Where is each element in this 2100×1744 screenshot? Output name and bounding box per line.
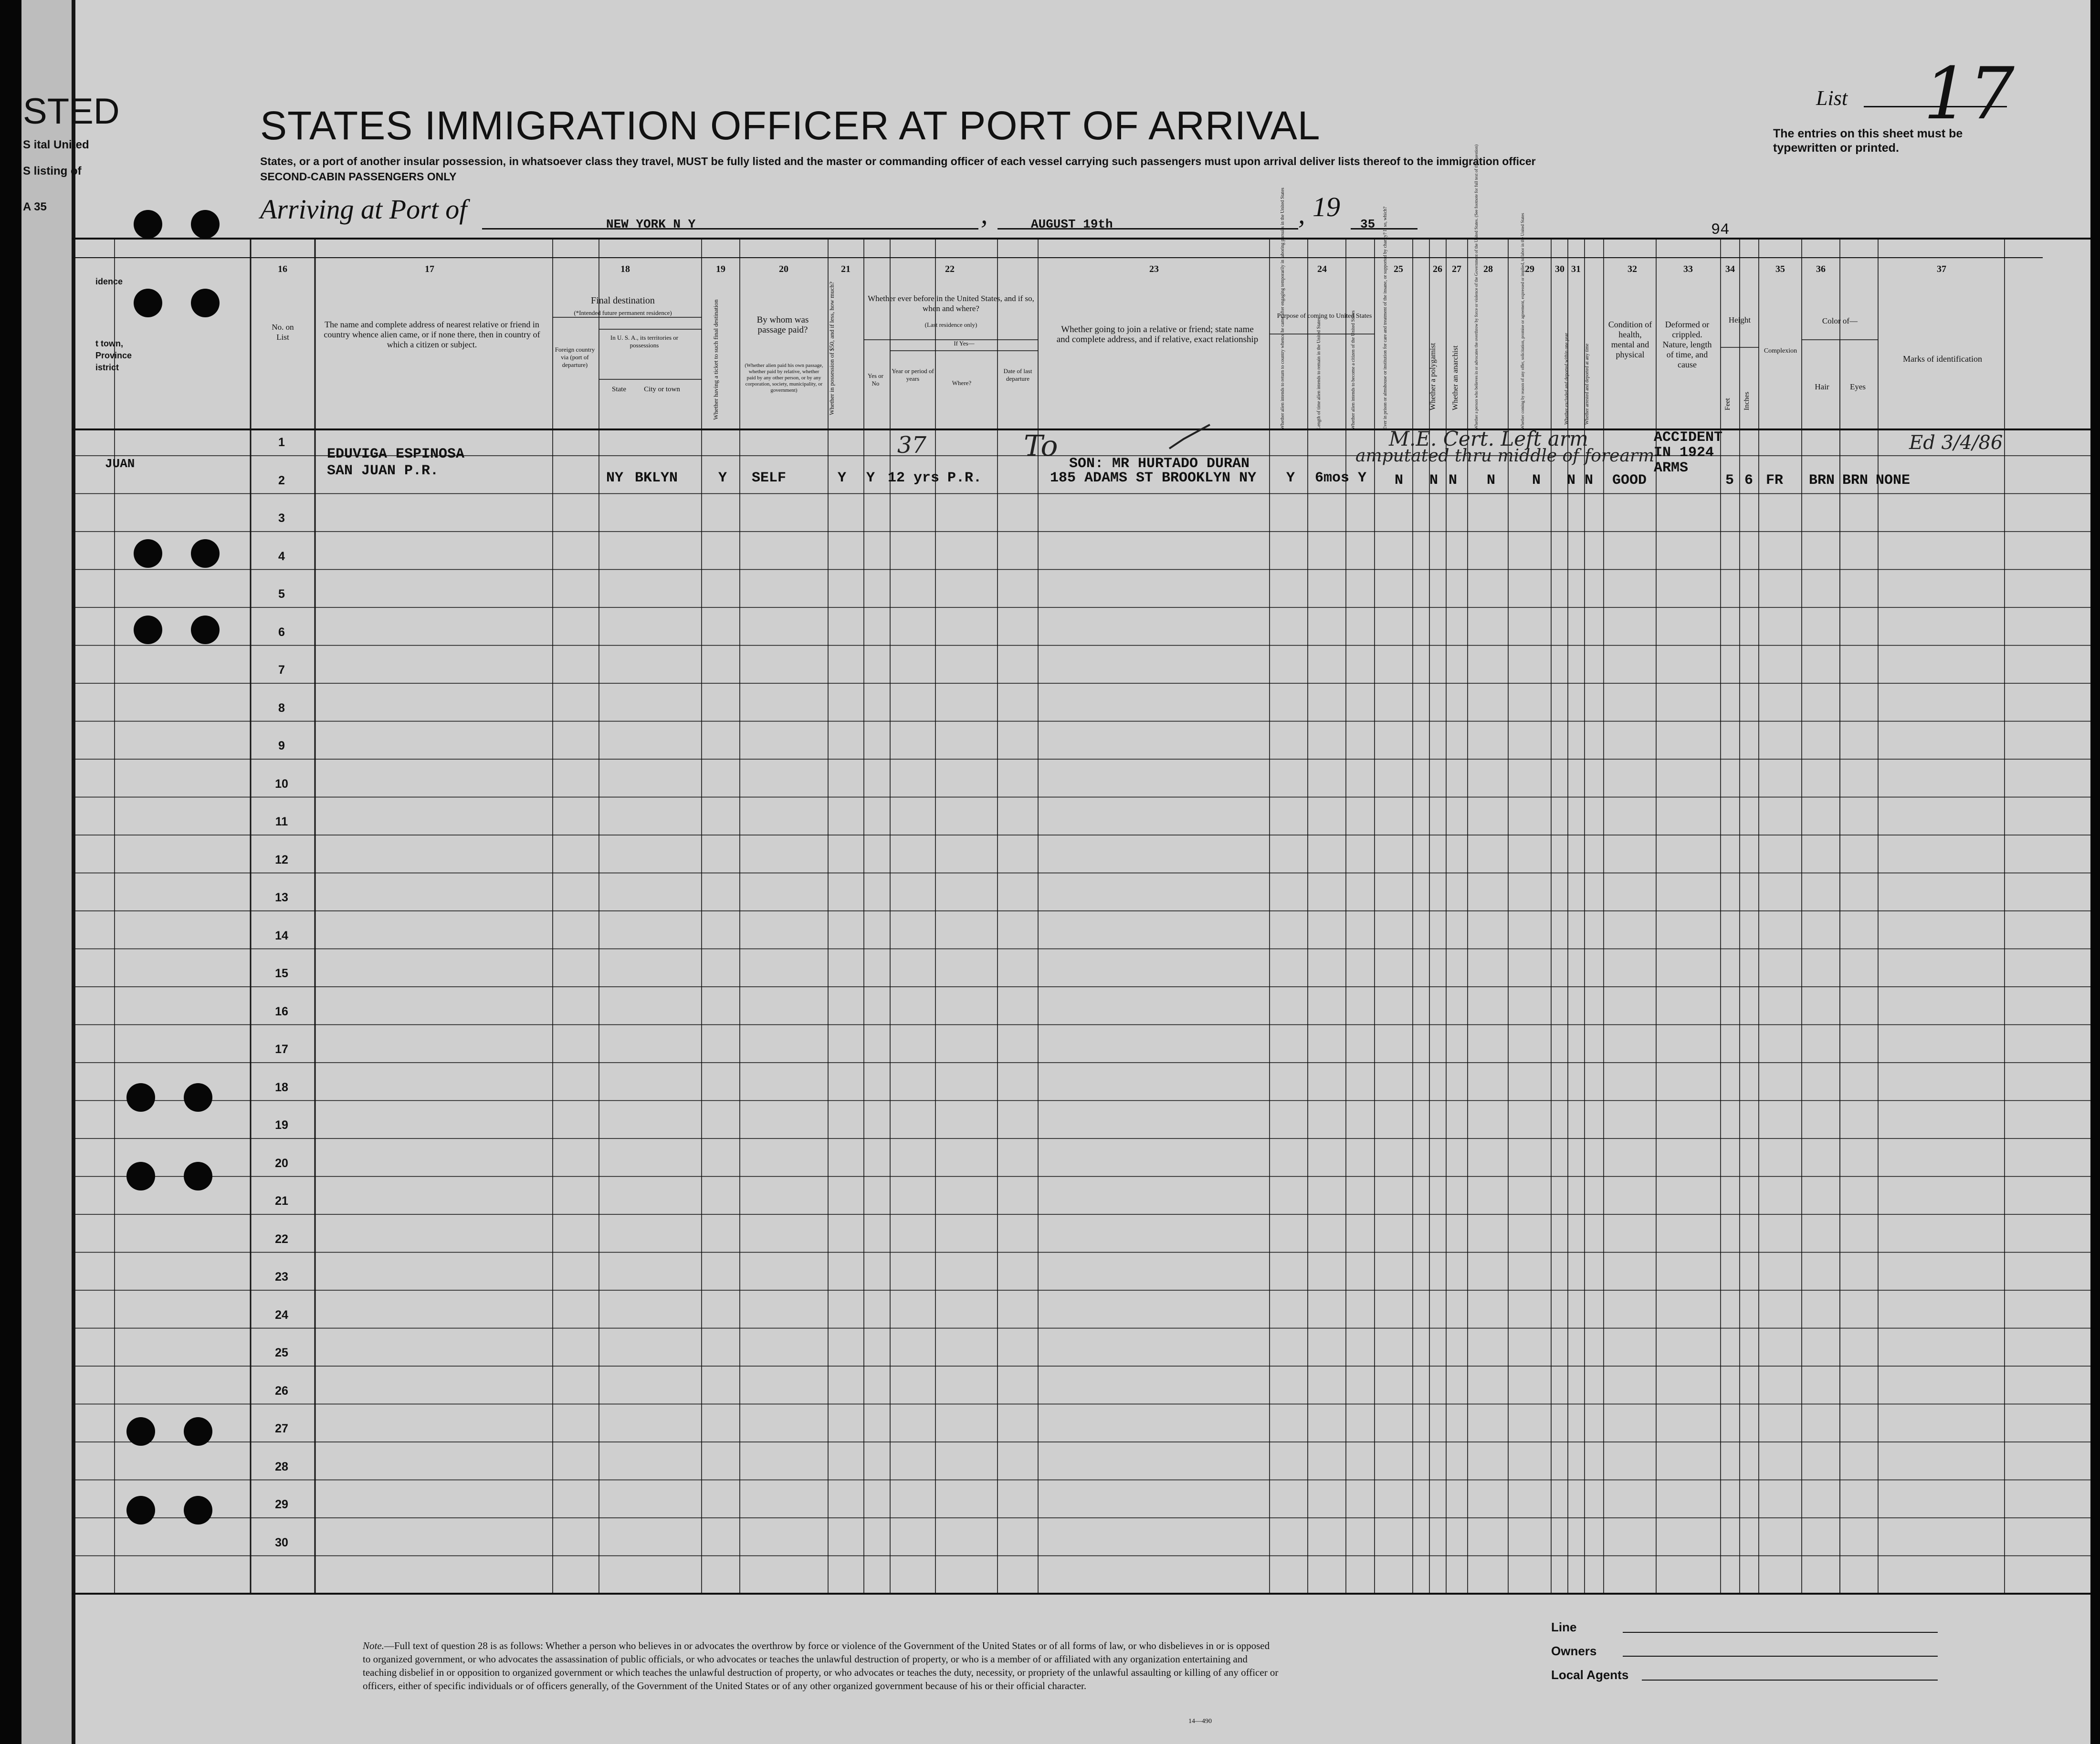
ticket: Y [718,470,727,486]
row-number: 2 [278,473,285,487]
header-c34-feet: Feet [1724,398,1732,410]
page-title: STATES IMMIGRATION OFFICER AT PORT OF ARRIVAL [260,103,1321,148]
header-c36-eyes: Eyes [1849,382,1866,391]
port-label: Arriving at Port of [260,194,467,225]
header-c20-title: By whom was passage paid? [756,315,809,335]
column-number: 31 [1571,264,1581,274]
fragment-colhdr-1: idence [95,277,123,286]
row-number: 19 [275,1118,288,1132]
column-number: 34 [1725,264,1735,274]
row-number: 23 [275,1270,288,1284]
row-number: 14 [275,929,288,942]
header-c22-where: Where? [952,379,972,386]
column-number: 36 [1816,264,1826,274]
header-c37: Marks of identification [1903,354,1982,364]
punch-hole [126,1083,155,1112]
length-of-stay: 6mos [1315,470,1350,486]
owners-label: Owners [1551,1644,1597,1658]
agents-label: Local Agents [1551,1668,1629,1682]
punch-hole [184,1162,212,1191]
header-c24-title: Purpose of coming to United States [1277,313,1372,320]
date-value: AUGUST 19th [1031,217,1113,231]
health-condition: GOOD [1612,472,1647,489]
hair-color: BRN [1809,472,1835,489]
year-suffix: 35 [1360,217,1376,231]
deported: N [1585,472,1594,489]
handwritten-years: 37 [897,432,927,459]
eye-color: BRN [1842,472,1869,489]
punch-hole [191,616,220,644]
column-number: 22 [945,264,955,274]
punch-hole [184,1496,212,1525]
header-c18-sub: (*Intended future permanent residence) [574,309,672,316]
punch-hole [191,539,220,568]
column-number: 35 [1775,264,1785,274]
row-number: 17 [275,1043,288,1056]
column-number: 17 [425,264,434,274]
row-number: 18 [275,1080,288,1094]
column-number: 32 [1628,264,1637,274]
where-in-us: P.R. [947,470,982,486]
column-number: 19 [716,264,725,274]
excluded: N [1567,472,1576,489]
column-number: 30 [1555,264,1564,274]
relative-name: EDUVIGA ESPINOSA [327,446,465,462]
join-relative-2: 185 ADAMS ST BROOKLYN NY [1050,470,1257,486]
deformed-line-2: IN 1924 [1654,445,1714,461]
header-c18-usa: In U. S. A., its territories or possessions [610,334,679,349]
row-number: 30 [275,1535,288,1549]
column-number: 26 [1433,264,1442,274]
column-number: 16 [278,264,287,274]
fragment-colhdr-3: Province [95,351,132,360]
header-c29: Whether coming by reason of any offer, solicitation, promise or agreement, expressed or implied, to labor in the United States [1520,213,1525,429]
dest-state: NY [606,470,624,486]
column-number: 28 [1483,264,1493,274]
port-comma: , [981,198,988,230]
header-c18-title: Final destination [591,295,655,306]
header-c22-sub: (Last residence only) [924,321,977,328]
header-c22-year: Year or period of years [892,367,934,382]
years-in-us: 12 yrs [888,470,940,486]
row-number: 28 [275,1460,288,1473]
line-label: Line [1551,1620,1577,1634]
row-number: 25 [275,1346,288,1359]
header-c22-date: Date of last departure [1003,367,1032,382]
header-c33: Deformed or crippled. Nature, length of time, and cause [1662,320,1712,369]
row-number: 12 [275,853,288,867]
list-note: The entries on this sheet must be typewritten or printed. [1773,127,1963,155]
header-c26: Whether a polygamist [1429,343,1437,410]
owners-signature-line [1623,1656,1938,1657]
handwritten-annotation-1: M.E. Cert. Left arm [1389,427,1588,450]
column-number: 25 [1394,264,1403,274]
before-in-us: Y [866,470,875,486]
punch-hole [191,289,220,317]
header-c36-hair: Hair [1815,382,1829,391]
header-c28: Whether a person who believes in or advocates the overthrow by force or violence of the Government of the United States. (See footnote for full text of this question) [1474,144,1479,429]
subtitle-1: States, or a port of another insular possession, in whatsoever class they travel, MUST be fully listed and the master or commanding officer of each vessel carrying such passengers must upon arrival deliver lists thereof to the immigration officer [260,155,1536,167]
header-c32: Condition of health, mental and physical [1608,320,1652,359]
handwritten-annotation-2: amputated thru middle of forearm [1355,446,1655,466]
header-c25: Ever in prison or almshouse or institution for care and treatment of the insane, or supported by charity? If so, which? [1383,206,1388,429]
header-c24-a: Whether alien intends to return to country whence he came after engaging temporarily in laboring pursuits in the United States [1280,188,1285,429]
row-number: 3 [278,512,285,525]
footnote [363,1639,1279,1692]
year-comma: , [1298,198,1305,230]
overthrow: N [1487,472,1496,489]
header-c34-title: Height [1728,315,1751,324]
list-label: List [1816,86,1848,110]
row-number: 13 [275,891,288,904]
column-number: 21 [841,264,850,274]
height-inches: 6 [1744,472,1754,489]
row-number: 27 [275,1422,288,1435]
subtitle-2: SECOND-CABIN PASSENGERS ONLY [260,170,457,183]
header-c19: Whether having a ticket to such final destination [712,299,719,420]
handwritten-marks: Ed 3/4/86 [1909,432,2003,454]
punch-hole [134,616,162,644]
row-number: 9 [278,739,285,752]
row-number: 21 [275,1194,288,1208]
row-number: 24 [275,1308,288,1322]
join-relative-1: SON: MR HURTADO DURAN [1069,456,1250,472]
header-c27: Whether an anarchist [1451,345,1460,410]
punch-hole [191,210,220,239]
fragment-colhdr-2: t town, [95,339,123,348]
header-c23: Whether going to join a relative or friend; state name and complete address, and if relative, exact relationship [1056,324,1259,345]
header-c16: No. on List [272,323,294,342]
punch-hole [126,1496,155,1525]
fragment-line-3: S listing of [23,165,82,178]
deformed-line-1: ACCIDENT [1654,429,1723,446]
header-c18-city: City or town [644,386,680,393]
has-50: Y [838,470,847,486]
fragment-line-2: S ital United [23,138,89,151]
header-c24-b: Length of time alien intends to remain in the United States [1316,317,1322,429]
complexion: FR [1766,472,1784,489]
punch-hole [126,1162,155,1191]
fragment-colhdr-4: istrict [95,363,119,372]
header-c22-title: Whether ever before in the United States, and if so, when and where? [868,294,1034,313]
row-number: 5 [278,587,285,601]
dest-city: BKLYN [635,470,678,486]
row-number: 6 [278,625,285,639]
fragment-line-4: A 35 [23,200,47,213]
identification-marks: NONE [1876,472,1911,489]
intends-citizen: Y [1358,470,1367,486]
column-number: 37 [1937,264,1946,274]
page-reference: 94 [1711,221,1730,239]
header-c21: Whether in possession of $50, and if less, how much? [828,282,835,415]
column-number: 29 [1525,264,1534,274]
polygamist: N [1429,472,1438,489]
column-number: 24 [1317,264,1327,274]
line-signature-line [1623,1632,1938,1633]
footnote-label: Note. [363,1640,384,1651]
list-number: 17 [1923,52,2015,136]
row-number: 7 [278,663,285,677]
header-c30: Whether excluded and deported within one year [1564,333,1569,425]
agents-signature-line [1642,1680,1938,1681]
header-c20-sub: (Whether alien paid his own passage, whether paid by relative, whether paid by any other person, or by any corporation, society, municipality, or government) [745,363,823,393]
row-number: 16 [275,1004,288,1018]
column-number: 33 [1683,264,1693,274]
punch-hole [134,210,162,239]
row-number: 1 [278,436,285,449]
row-number: 20 [275,1156,288,1170]
punch-hole [184,1083,212,1112]
header-c22-yesno: Yes or No [868,372,883,387]
row-number: 26 [275,1384,288,1398]
year-prefix: 19 [1312,191,1340,222]
handwritten-check-mark [1165,420,1222,458]
prison: N [1395,472,1404,489]
header-c17: The name and complete address of nearest relative or friend in country whence alien came, or if none there, then in country of which a citizen or subject. [324,320,540,349]
deformed-line-3: ARMS [1654,460,1689,476]
header-c31: Whether arrested and deported at any time [1585,344,1590,425]
column-number: 23 [1149,264,1159,274]
punch-hole [184,1417,212,1446]
form-number: 14—490 [1188,1718,1212,1725]
anarchist: N [1449,472,1458,489]
fragment-row1-value: JUAN [105,457,135,471]
relative-address: SAN JUAN P.R. [327,463,439,479]
header-c18-state: State [612,386,626,393]
intends-return: Y [1286,470,1295,486]
row-number: 29 [275,1498,288,1511]
header-c36-title: Color of— [1822,316,1858,325]
header-c18-foreign: Foreign country via (port of departure) [555,346,595,368]
header-c24-c: Whether alien intends to become a citizen of the United States [1351,310,1356,429]
contract-labor: N [1532,472,1541,489]
row-number: 11 [275,815,288,828]
port-value: NEW YORK N Y [606,217,696,231]
column-number: 27 [1452,264,1461,274]
header-c35: Complexion [1764,347,1797,355]
row-number: 4 [278,549,285,563]
header-c22-ifyes: If Yes— [954,340,975,347]
punch-hole [126,1417,155,1446]
handwritten-to: To [1024,429,1058,463]
row-number: 8 [278,701,285,715]
passage-paid: SELF [752,470,787,486]
height-feet: 5 [1725,472,1734,489]
row-number: 10 [275,777,288,791]
fragment-line-1: STED [23,91,120,132]
column-number: 18 [620,264,630,274]
row-number: 15 [275,967,288,980]
row-number: 22 [275,1232,288,1246]
header-c34-inches: Inches [1743,391,1751,410]
column-number: 20 [779,264,788,274]
punch-hole [134,289,162,317]
footnote-text: —Full text of question 28 is as follows: Whether a person who believes in or advocates the overthrow by force or violence of the Government of the United States or of all forms of law, or who disbelieves in or is opposed to organized government, or who advocates the assassination of public officials, or who advocates or teaches the unlawful destruction of property, or who is a member of or affiliated with any organization entertaining and teaching disbelief in or opposition to organized government or which teaches the unlawful destruction of property, or who advocates or teaches the duty, necessity, or propriety of the unlawful assaulting or killing of any officer or officers, either of specific individuals or of officers generally, of the Government of the United States or of any other organized government because of his or their official character. [363,1640,1279,1692]
punch-hole [134,539,162,568]
